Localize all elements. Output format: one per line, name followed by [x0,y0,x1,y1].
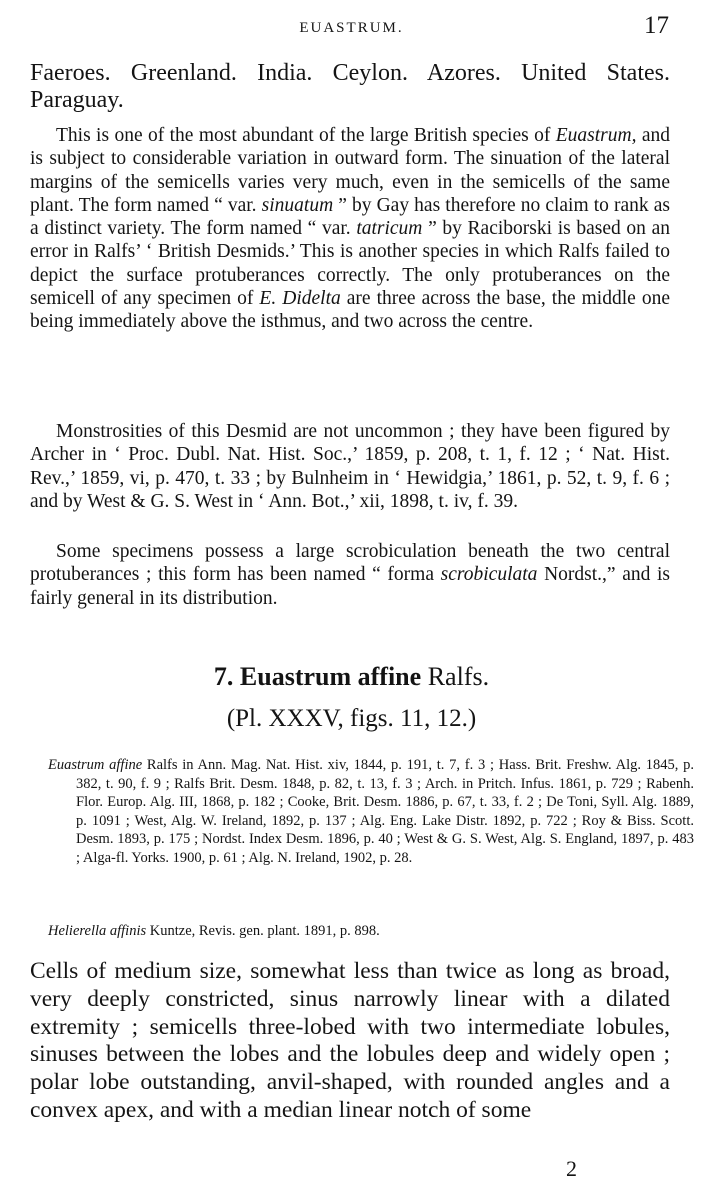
synonymy-entry [48,922,694,941]
species-name: Euastrum affine [239,662,422,691]
species-description: Cells of medium size, somewhat less than twice as long as broad, very deeply constricted, sinus narrowly linear with a dilated extremity ; semicells three-lobed with two intermediate lobules, sinuses between the lobes and the lobules deep and widely open ; polar lobe outstanding, anvil-shaped, with rounded angles and a convex apex, and with a median linear notch of some [30,958,670,1123]
variety-name: tatricum [356,218,423,240]
genus-name: Euastrum, [555,125,637,146]
species-heading [0,662,703,692]
text-run: Nordst.,” and is fairly general in its distribution. [30,564,670,609]
species-number: 7. [213,662,234,691]
synonym-name: Euastrum affine [48,757,143,773]
signature-mark: 2 [566,1156,577,1181]
page-number: 17 [644,12,669,39]
distribution-list: Faeroes. Greenland. India. Ceylon. Azores. United States. Paraguay. [30,60,670,113]
monstrosities-paragraph: Monstrosities of this Desmid are not uncommon ; they have been figured by Archer in ‘ Proc. Dubl. Nat. Hist. Soc.,’ 1859, p. 208, t. 1, f. 12 ; ‘ Nat. Hist. Rev.,’ 1859, vi, p. 470, t. 33 ; by Bulnheim in ‘ Hewidgia,’ 1861, p. 52, t. 9, f. 6 ; and by West & G. S. West in ‘ Ann. Bot.,’ xii, 1898, t. iv, f. 39. [30,421,670,512]
text-run: ” by Raciborski is based on an error in Ralfs’ ‘ British Desmids.’ This is another species in which Ralfs failed to depict the surface protuberances correctly. The only protuberances on the semicell of any specimen of [30,218,670,310]
text-run: and is subject to considerable variation in outward form. The sinuation of the lateral margins of the semicells varies very much, even in the semicells of the same plant. The form named “ var. [30,125,670,216]
variety-name: sinuatum [261,194,334,216]
scrobiculation-paragraph [30,540,670,610]
synonym-citations: Kuntze, Revis. gen. plant. 1891, p. 898. [146,923,380,939]
text-run: are three across the base, the middle one being immediately above the isthmus, and two across the centre. [30,288,670,333]
text-run: Some specimens possess a large scrobiculation beneath the two central protuberances ; this form has been named “ forma [30,541,670,586]
discussion-paragraph [30,124,670,334]
forma-name: scrobiculata [440,564,538,586]
text-run: This is one of the most abundant of the large British species of [56,125,556,146]
text-run: ” by Gay has therefore no claim to rank as a distinct variety. The form named “ var. [30,194,670,240]
running-head [34,12,669,42]
species-authority: Ralfs. [427,662,490,691]
synonym-citations: Ralfs in Ann. Mag. Nat. Hist. xiv, 1844, p. 191, t. 7, f. 3 ; Hass. Brit. Freshw. Alg. 1845, p. 382, t. 90, f. 9 ; Ralfs Brit. Desm. 1848, p. 82, t. 13, f. 3 ; Arch. in Pritch. Infus. 1861, p. 729 ; Rabenh. Flor. Europ. Alg. III, 1868, p. 182 ; Cooke, Brit. Desm. 1886, p. 67, t. 33, f. 2 ; De Toni, Syll. Alg. 1889, p. 1091 ; West, Alg. W. Ireland, 1892, p. 137 ; Alg. Eng. Lake Distr. 1892, p. 722 ; Roy & Biss. Scott. Desm. 1893, p. 175 ; Nordst. Index Desm. 1896, p. 40 ; West & G. S. West, Alg. S. England, 1897, p. 483 ; Alga-fl. Yorks. 1900, p. 61 ; Alg. N. Ireland, 1902, p. 28. [76,757,694,866]
running-title: EUASTRUM. [299,20,404,36]
plate-reference: (Pl. XXXV, figs. 11, 12.) [226,705,477,732]
species-name: E. Didelta [259,288,341,310]
synonymy-entry [48,756,694,867]
synonym-name: Helierella affinis [48,923,147,939]
